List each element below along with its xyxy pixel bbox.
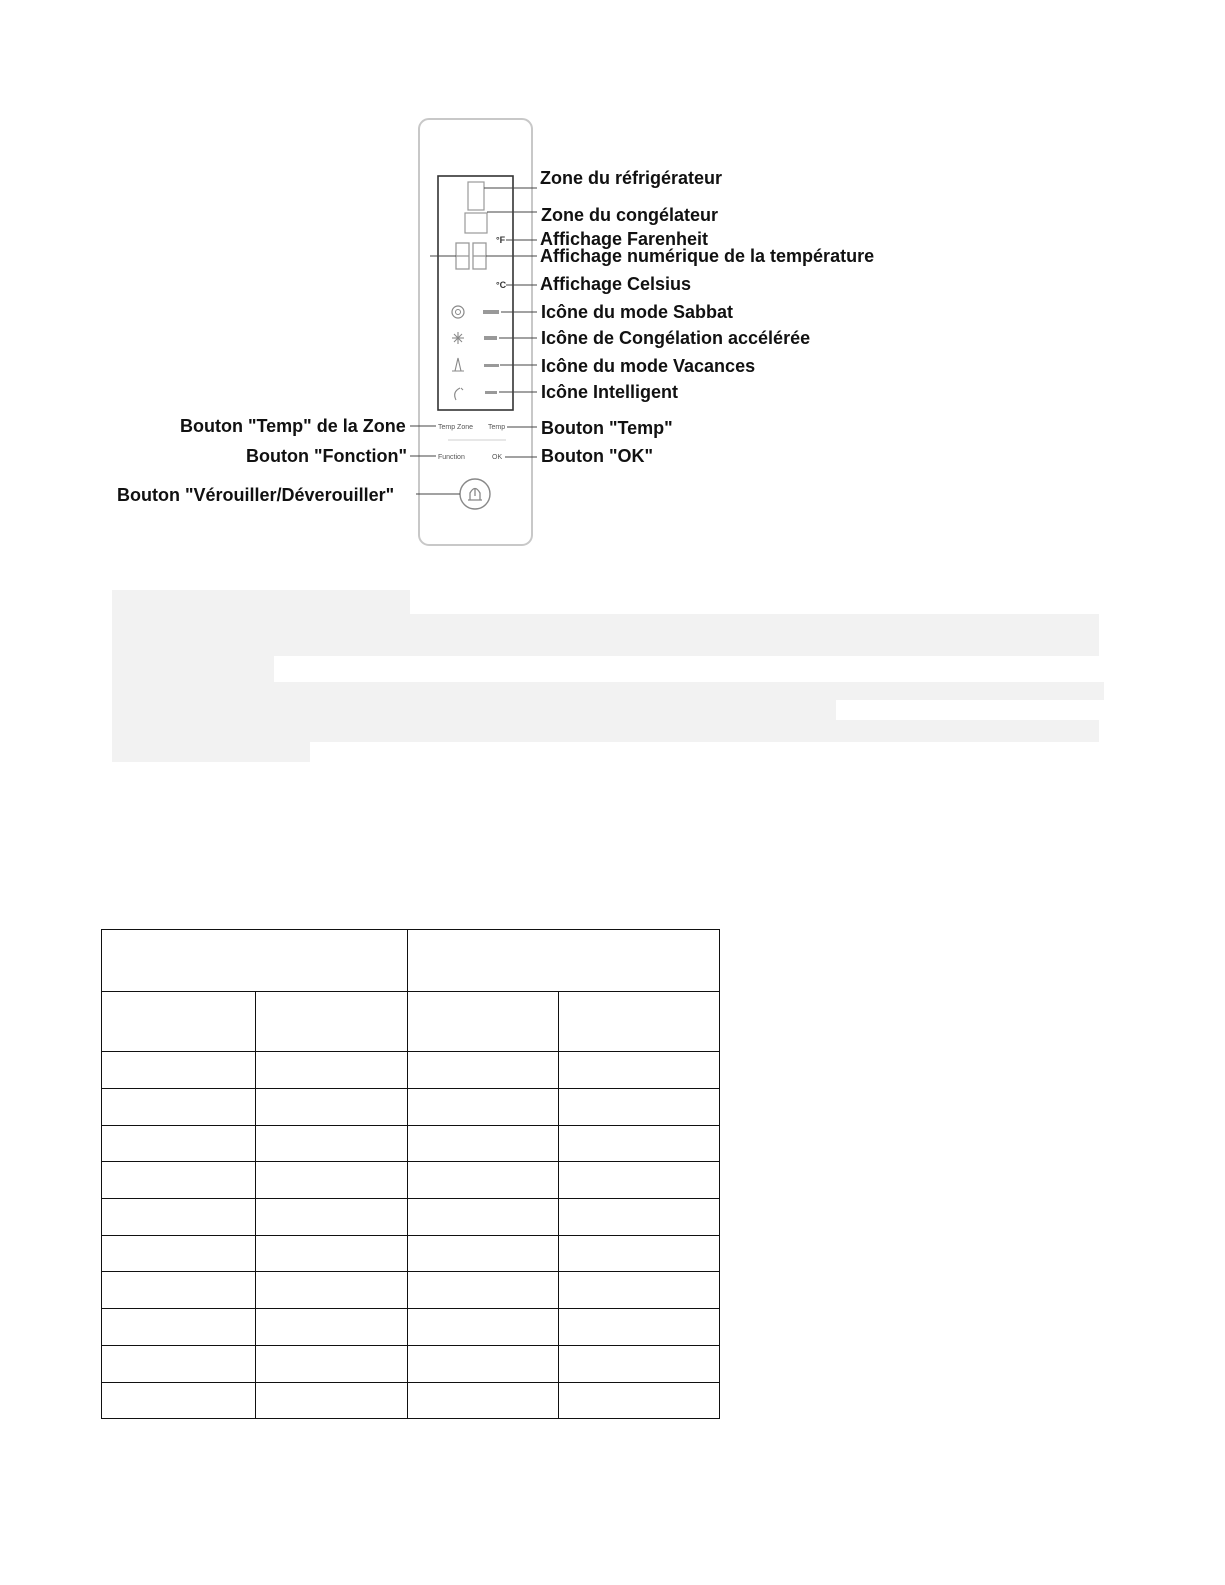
fast-freeze-label-mark bbox=[484, 336, 497, 340]
table-cell bbox=[559, 1126, 720, 1162]
table-cell bbox=[256, 1162, 408, 1199]
table-cell bbox=[102, 1199, 256, 1236]
callout-vacation-icon: Icône du mode Vacances bbox=[541, 356, 756, 376]
table-cell bbox=[408, 1272, 559, 1309]
callout-celsius-display: Affichage Celsius bbox=[540, 274, 692, 294]
vacation-icon bbox=[452, 358, 464, 371]
table-row bbox=[102, 1309, 720, 1346]
table-row bbox=[102, 1126, 720, 1162]
table-cell bbox=[102, 1162, 256, 1199]
table-cell bbox=[408, 930, 720, 992]
table-cell bbox=[256, 1126, 408, 1162]
table-cell bbox=[102, 1089, 256, 1126]
table-cell bbox=[102, 1052, 256, 1089]
lock-icon bbox=[468, 488, 482, 500]
table-cell bbox=[102, 930, 408, 992]
temperature-table bbox=[101, 929, 720, 1419]
table-cell bbox=[408, 992, 559, 1052]
freezer-zone-indicator bbox=[465, 213, 487, 233]
table-row bbox=[102, 1383, 720, 1419]
sabbath-label-mark bbox=[483, 310, 499, 314]
vacation-label-mark bbox=[484, 364, 499, 367]
table-cell bbox=[408, 1346, 559, 1383]
table-cell bbox=[102, 992, 256, 1052]
table-cell bbox=[256, 1199, 408, 1236]
display-window bbox=[438, 176, 513, 410]
table-header-row bbox=[102, 930, 720, 992]
leader-lines bbox=[410, 188, 537, 494]
table-cell bbox=[256, 1346, 408, 1383]
table-cell bbox=[256, 1089, 408, 1126]
table-cell bbox=[559, 1199, 720, 1236]
control-panel-diagram bbox=[0, 0, 1225, 600]
table-cell bbox=[559, 1383, 720, 1419]
table-cell bbox=[256, 1383, 408, 1419]
callout-fast-freeze-icon: Icône de Congélation accélérée bbox=[541, 328, 811, 348]
table-cell bbox=[256, 1309, 408, 1346]
smart-label-mark bbox=[485, 391, 497, 394]
table-cell bbox=[102, 1272, 256, 1309]
table-row bbox=[102, 1346, 720, 1383]
sabbath-icon bbox=[452, 306, 464, 318]
table-row bbox=[102, 1272, 720, 1309]
table-cell bbox=[408, 1309, 559, 1346]
callout-digital-temp-display: Affichage numérique de la température bbox=[540, 246, 875, 266]
table-row bbox=[102, 1052, 720, 1089]
table-cell bbox=[559, 1089, 720, 1126]
callout-ok-button: Bouton "OK" bbox=[541, 446, 654, 466]
table-cell bbox=[408, 1383, 559, 1419]
callout-function-button: Bouton "Fonction" bbox=[246, 446, 408, 466]
table-subheader-row bbox=[102, 992, 720, 1052]
table-cell bbox=[102, 1126, 256, 1162]
table-cell bbox=[408, 1199, 559, 1236]
callout-sabbath-icon: Icône du mode Sabbat bbox=[541, 302, 734, 322]
table-cell bbox=[256, 1272, 408, 1309]
function-label: Function bbox=[438, 454, 465, 461]
table-row bbox=[102, 1162, 720, 1199]
table-cell bbox=[256, 1052, 408, 1089]
callout-lock-button: Bouton "Vérouiller/Déverouiller" bbox=[117, 485, 395, 505]
table-cell bbox=[559, 1346, 720, 1383]
callout-fahrenheit-display: Affichage Farenheit bbox=[540, 229, 709, 249]
lock-button[interactable] bbox=[460, 479, 490, 509]
callout-freezer-zone: Zone du congélateur bbox=[541, 205, 719, 225]
table-cell bbox=[408, 1236, 559, 1272]
table-cell bbox=[256, 1236, 408, 1272]
callout-smart-icon: Icône Intelligent bbox=[541, 382, 679, 402]
callout-fridge-zone: Zone du réfrigérateur bbox=[540, 168, 723, 188]
table-cell bbox=[559, 1309, 720, 1346]
table-cell bbox=[559, 1052, 720, 1089]
callout-temp-zone-button: Bouton "Temp" de la Zone bbox=[180, 416, 406, 436]
table-cell bbox=[102, 1383, 256, 1419]
table-row bbox=[102, 1199, 720, 1236]
table-cell bbox=[102, 1236, 256, 1272]
table-cell bbox=[559, 1236, 720, 1272]
table-cell bbox=[559, 992, 720, 1052]
fridge-zone-indicator bbox=[468, 182, 484, 210]
ok-label: OK bbox=[492, 454, 503, 461]
table-cell bbox=[559, 1162, 720, 1199]
table-cell bbox=[256, 992, 408, 1052]
smart-icon bbox=[455, 388, 463, 400]
table-row bbox=[102, 1236, 720, 1272]
temp-label: Temp bbox=[488, 424, 506, 431]
digital-temp-display bbox=[456, 243, 486, 269]
table-cell bbox=[559, 1272, 720, 1309]
table-row bbox=[102, 1089, 720, 1126]
table-cell bbox=[408, 1052, 559, 1089]
callout-temp-button: Bouton "Temp" bbox=[541, 418, 673, 438]
snowflake-icon bbox=[452, 332, 464, 344]
control-panel-frame bbox=[419, 119, 532, 545]
table-cell bbox=[102, 1309, 256, 1346]
table-cell bbox=[408, 1162, 559, 1199]
fahrenheit-unit: °F bbox=[496, 235, 506, 245]
table-cell bbox=[408, 1089, 559, 1126]
table-cell bbox=[102, 1346, 256, 1383]
table-cell bbox=[408, 1126, 559, 1162]
celsius-unit: °C bbox=[496, 280, 507, 290]
temp-zone-label: Temp Zone bbox=[438, 424, 474, 431]
